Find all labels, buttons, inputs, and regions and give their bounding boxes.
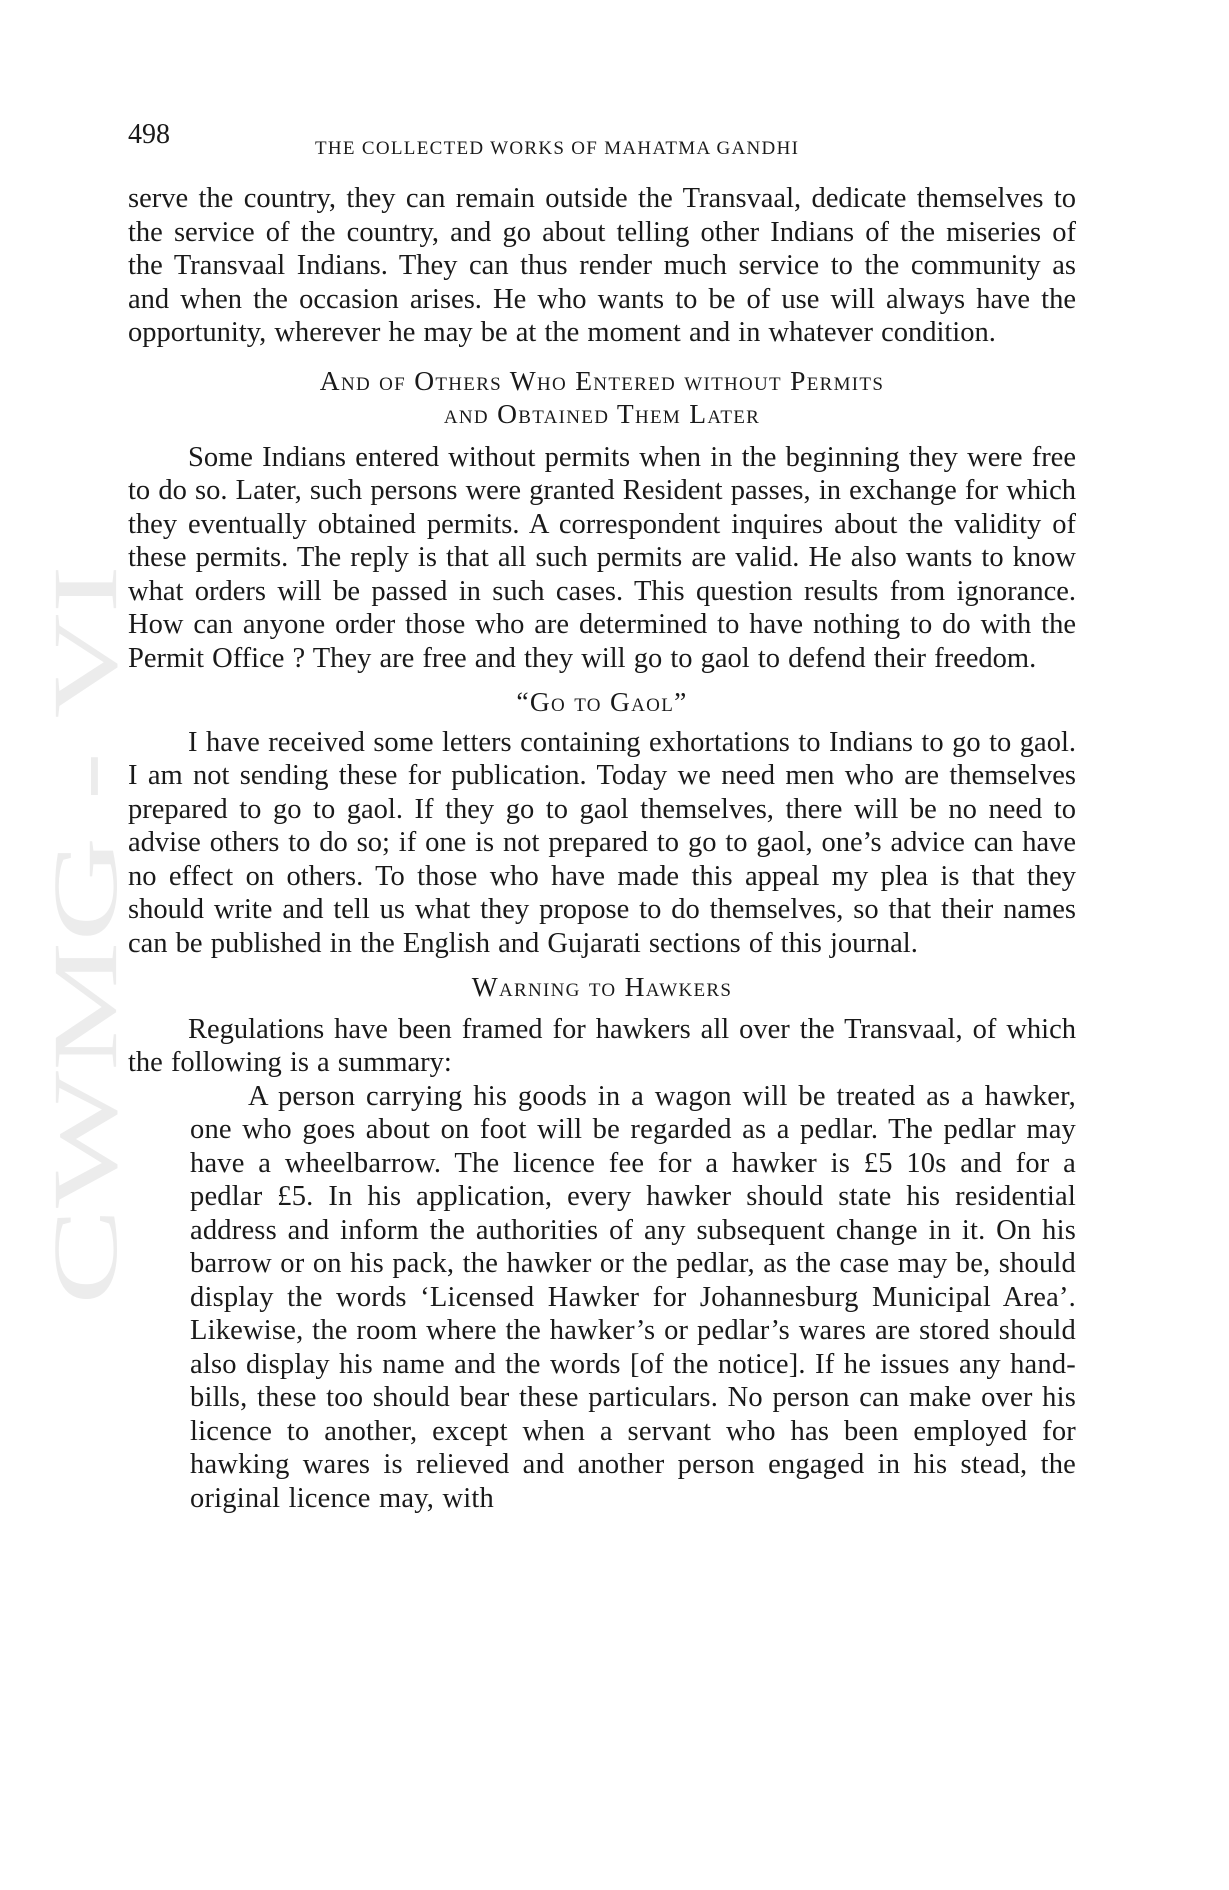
- cwmg-watermark: [34, 555, 137, 1315]
- block-quote-regulations: A person carrying his goods in a wagon will be treated as a hawker, one who goes about on foot will be regarded as a pedlar. The pedlar may have a wheelbarrow. The licence fee for a hawker is £5 10s and for a pedlar £5. In his application, every hawker should state his residential address and inform the authorities of any subsequent change in it. On his barrow or on his pack, the hawker or the pedlar, as the case may be, should display the words ‘Licensed Hawker for Johannesburg Municipal Area’. Likewise, the room where the hawker’s or pedlar’s wares are stored should also display his name and the words [of the notice]. If he issues any hand-bills, these too should bear these particulars. No person can make over his licence to another, except when a servant who has been employed for hawking wares is relieved and another person engaged in his stead, the original licence may, with: [190, 1080, 1076, 1514]
- section-heading-hawkers: Warning to Hawkers: [471, 971, 733, 1002]
- watermark-text: CWMG - VI: [34, 836, 137, 1305]
- paragraph-permits: Some Indians entered without permits when in the beginning they were free to do so. Later, such persons were granted Resident passes, in exchange for which they eventually obtained permits. A correspondent inquires about the validity of these permits. The reply is that all such permits are valid. He also wants to know what orders will be passed in such cases. This question results from ignorance. How can anyone order those who are determined to have nothing to do with the Permit Office ? They are free and they will go to gaol to defend their freedom.: [128, 441, 1076, 674]
- paragraph-continuation: serve the country, they can remain outside the Transvaal, dedicate themselves to the service of the country, and go about telling other Indians of the miseries of the Transvaal Indians. They can thus render much service to the community as and when the occasion arises. He who wants to be of use will always have the opportunity, wherever he may be at the moment and in whatever condition.: [128, 183, 1076, 348]
- section-heading-permits: And of Others Who Entered without Permits: [319, 364, 885, 396]
- running-title: THE COLLECTED WORKS OF MAHATMA GANDHI: [315, 138, 800, 159]
- page-body: [128, 182, 1076, 1515]
- section-heading-gaol: “Go to Gaol”: [516, 686, 688, 717]
- paragraph-hawkers: Regulations have been framed for hawkers all over the Transvaal, of which the following is a summary:: [128, 1013, 1076, 1078]
- paragraph-gaol: I have received some letters containing exhortations to Indians to go to gaol. I am not sending these for publication. Today we need men who are themselves prepared to go to gaol. If they go to gaol themselves, there will be no need to advise others to do so; if one is not prepared to go to gaol, one’s advice can have no effect on others. To those who have made this appeal my plea is that they should write and tell us what they propose to do themselves, so that their names can be published in the English and Gujarati sections of this journal.: [128, 726, 1076, 959]
- page-number: 498: [128, 119, 170, 150]
- section-heading-permits-line2: and Obtained Them Later: [443, 398, 761, 429]
